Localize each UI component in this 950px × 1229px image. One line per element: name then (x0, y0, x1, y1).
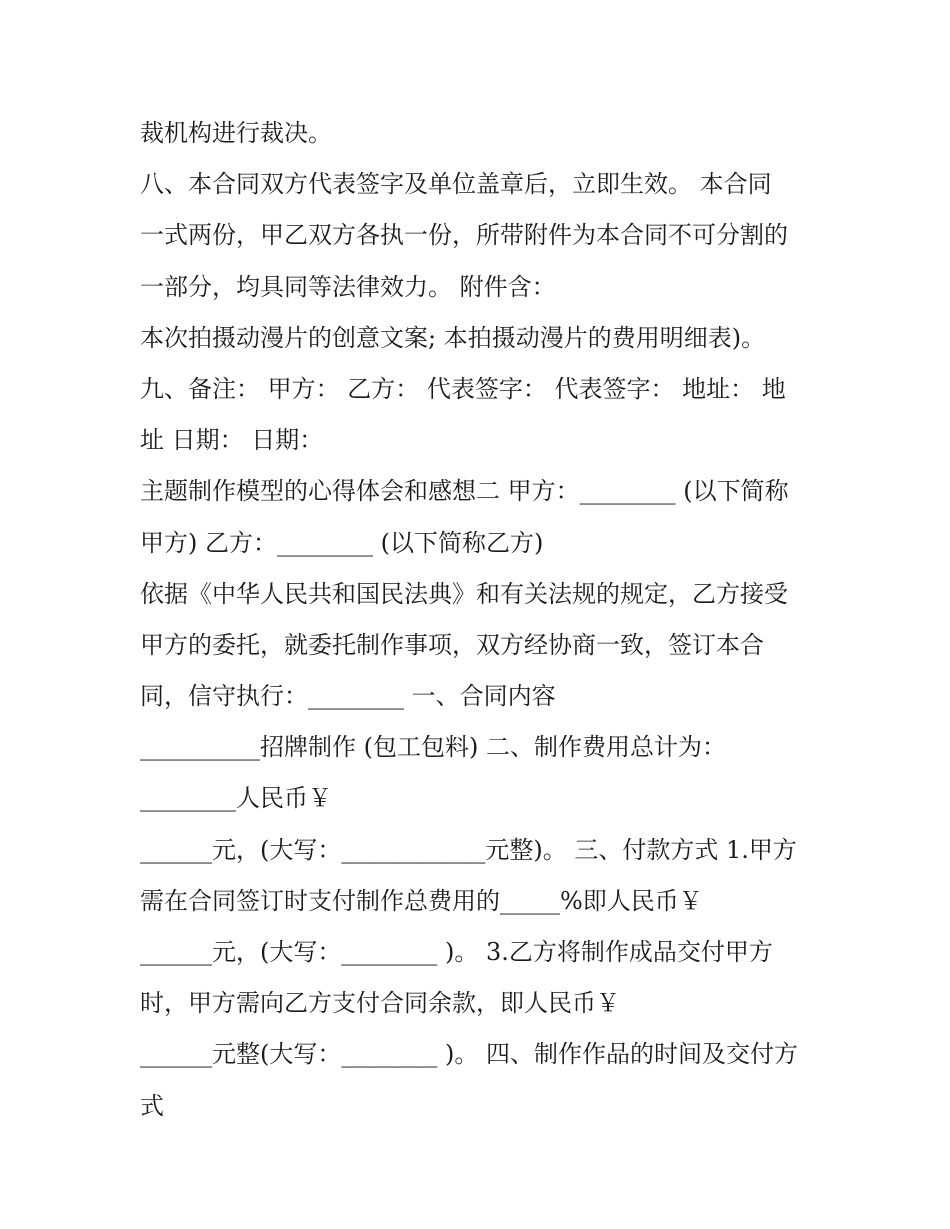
text-line: ________人民币￥ (140, 784, 332, 813)
text-line: 需在合同签订时支付制作总费用的_____%即人民币￥ (140, 886, 703, 915)
text-line: ______元，(大写：________ )。 3.乙方将制作成品交付甲方 (140, 938, 773, 966)
text-line: 裁机构进行裁决。 (140, 119, 332, 147)
text-line: 本次拍摄动漫片的创意文案; 本拍摄动漫片的费用明细表)。 (140, 323, 766, 352)
text-line: ______元，(大写：____________元整)。 三、付款方式 1.甲方 (140, 835, 797, 864)
text-line: 一式两份，甲乙双方各执一份，所带附件为本合同不可分割的 (140, 221, 788, 250)
text-line: 甲方的委托，就委托制作事项，双方经协商一致，签订本合 (140, 630, 764, 659)
text-line: 八、本合同双方代表签字及单位盖章后，立即生效。 本合同 (140, 170, 772, 199)
text-line: 址 日期： 日期： (140, 426, 324, 455)
text-line: 主题制作模型的心得体会和感想二 甲方：________ (以下简称 (140, 477, 789, 506)
text-line: 九、备注： 甲方： 乙方： 代表签字： 代表签字： 地址： 地 (140, 374, 786, 403)
text-line: 甲方) 乙方：________ (以下简称乙方) (140, 528, 544, 557)
text-line: ______元整(大写：________ )。 四、制作作品的时间及交付方 (140, 1040, 798, 1069)
text-line: __________招牌制作 (包工包料) 二、制作费用总计为： (140, 733, 726, 762)
text-line: 时，甲方需向乙方支付合同余款，即人民币￥ (140, 989, 620, 1018)
text-line: 同，信守执行：________ 一、合同内容 (140, 682, 556, 711)
contract-body-text (140, 108, 820, 1132)
text-line: 式 (140, 1091, 164, 1120)
text-line: 依据《中华人民共和国民法典》和有关法规的规定，乙方接受 (140, 579, 788, 608)
text-line: 一部分，均具同等法律效力。 附件含： (140, 272, 556, 301)
